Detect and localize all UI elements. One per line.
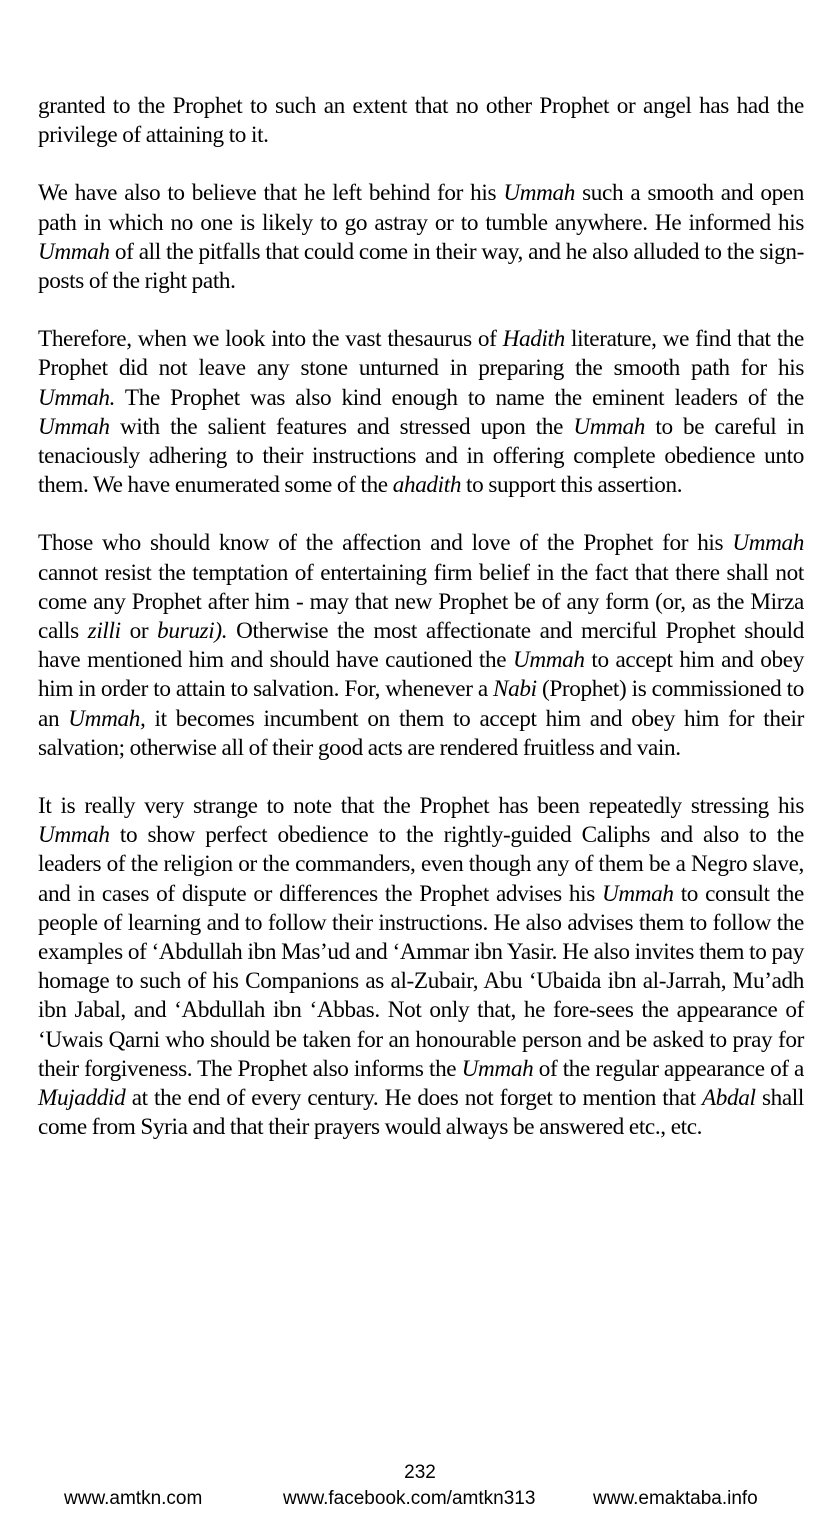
page-number: 232 — [404, 1462, 436, 1483]
body-text — [38, 92, 804, 1172]
text-run: Therefore, when we look into the vast thesaurus of — [38, 326, 503, 353]
text-run: It is really very strange to note that the Prophet has been repeatedly stressing his — [38, 793, 804, 820]
text-run: granted to the Prophet to such an extent that no other Prophet or angel has had the privilege of attaining to it. — [38, 93, 804, 149]
text-run: The Prophet was also kind enough to name the eminent leaders of the — [115, 384, 804, 411]
italic-term: Mujaddid — [38, 1085, 126, 1112]
text-run: literature, we find that the Prophet did not leave any stone unturned in preparing the smooth path for his — [38, 326, 804, 382]
text-run: to support this assertion. — [461, 472, 683, 499]
text-run: to consult the people of learning and to follow their instructions. He also advises them to follow the examples of ‘Abdullah ibn Mas’ud and ‘Ammar ibn Yasir. He also invites them to pay homage to such of his Companions as al-Zubair, Abu ‘Ubaida ibn al-Jarrah, Mu’adh ibn Jabal, and ‘Abdullah ibn ‘Abbas. Not only that, he fore-sees the appearance of ‘Uwais Qarni who should be taken for an honourable person and be asked to pray for their forgiveness. The Prophet also informs the — [38, 880, 804, 1082]
footer — [0, 1488, 840, 1512]
text-run: to show perfect obedience to the rightly-guided Caliphs and also to the leaders of the religion or the commanders, even though any of them be a Negro slave, and in cases of dispute or differences the Prophet advises his — [38, 822, 804, 907]
italic-term: Ummah. — [38, 384, 116, 411]
italic-term: Ummah — [461, 1055, 534, 1082]
italic-term: Ummah — [503, 180, 575, 207]
text-run: to accept him and obey him in order to attain to salvation. For, whenever a — [38, 647, 804, 703]
italic-term: Nabi — [493, 676, 537, 703]
text-run: it becomes incumbent on them to accept him and obey him for their salvation; otherwise all of their good acts are rendered fruitless and vain. — [38, 705, 804, 761]
text-run: cannot resist the temptation of entertaining firm belief in the fact that there shall not come any Prophet after him - may that new Prophet be of any form (or, as the Mirza calls — [38, 559, 804, 645]
paragraph — [38, 792, 804, 1142]
italic-term: Ummah — [38, 238, 110, 265]
italic-term: Abdal — [701, 1085, 756, 1112]
text-run: such a smooth and open path in which no one is likely to go astray or to tumble anywhere. He informed his — [38, 180, 804, 236]
text-run: of the regular appearance of a — [533, 1055, 805, 1082]
italic-term: Ummah — [573, 413, 646, 440]
paragraph — [38, 529, 804, 763]
text-run: with the salient features and stressed upon the — [109, 413, 574, 440]
italic-term: ahadith — [392, 472, 462, 499]
footer-link-left[interactable]: www.amtkn.com — [64, 1488, 203, 1509]
text-run: We have also to believe that he left behind for his — [38, 180, 504, 207]
text-run: of all the pitfalls that could come in their way, and he also alluded to the sign-posts of the right path. — [38, 238, 804, 295]
italic-term: buruzi). — [157, 618, 228, 645]
paragraph — [38, 92, 804, 150]
footer-link-right[interactable]: www.emaktaba.info — [593, 1488, 758, 1509]
text-run: or — [120, 618, 158, 645]
paragraph — [38, 325, 804, 500]
italic-term: Ummah — [512, 647, 585, 674]
text-run: to be careful in tenaciously adhering to their instructions and in offering complete obedience unto them. We have enumerated some of the — [38, 413, 804, 499]
paragraph — [38, 179, 804, 296]
italic-term: Ummah — [732, 530, 804, 557]
italic-term: Ummah, — [68, 705, 146, 732]
text-run: Those who should know of the affection and love of the Prophet for his — [38, 530, 733, 557]
text-run: shall come from Syria and that their prayers would always be answered etc., etc. — [38, 1085, 804, 1141]
italic-term: zilli — [87, 618, 121, 645]
italic-term: Ummah — [38, 822, 110, 849]
footer-link-center[interactable]: www.facebook.com/amtkn313 — [283, 1488, 536, 1509]
text-run: at the end of every century. He does not forget to mention that — [125, 1085, 702, 1112]
text-run: Otherwise the most affectionate and merciful Prophet should have mentioned him and should have cautioned the — [38, 618, 804, 674]
italic-term: Hadith — [502, 326, 565, 353]
italic-term: Ummah — [601, 880, 674, 907]
text-run: (Prophet) is commissioned to an — [38, 676, 804, 732]
italic-term: Ummah — [38, 413, 110, 440]
